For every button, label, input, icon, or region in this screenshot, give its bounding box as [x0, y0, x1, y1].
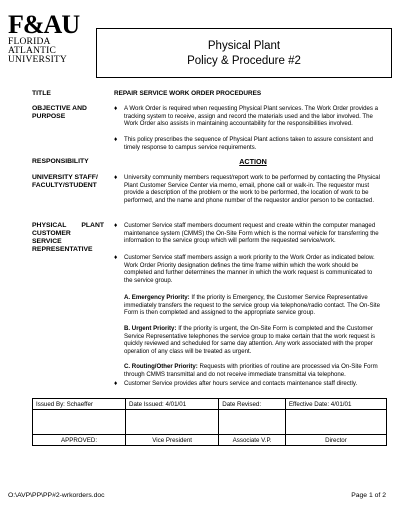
priority-emergency-text: If the priority is Emergency, the Customer Service Representative immediately transfers the request to the service group via telephone/radio contact. The On-Site Form is then completed and assigned to the appropriate service group. — [124, 294, 380, 317]
priority-routine-label: C. Routing/Other Priority: — [124, 363, 198, 370]
bullet-icon: ♦ — [114, 254, 118, 261]
label-rep-word1: PHYSICAL — [32, 222, 67, 229]
priority-routine-text: Requests with priorities of routine are processed via On-Site Form through CMMS transmittal and do not receive immediate transmittal via telephone. — [124, 363, 378, 378]
label-university-staff — [32, 174, 98, 190]
staff-paragraph: University community members request/report work to be performed by contacting the Physical Plant Customer Service Center via memo, email, phone call or walk-in. The requestor must provide a description of the problem or the work to be performed, the location of work to be performed, and the name and phone number of the requestor and/or person to be contacted. — [124, 174, 381, 204]
bullet-icon: ♦ — [114, 174, 118, 181]
signature-space-cell — [285, 410, 386, 435]
priority-emergency — [124, 294, 382, 317]
signature-table — [32, 398, 387, 446]
associate-vp-cell: Associate V.P. — [219, 435, 286, 446]
date-revised-cell: Date Revised: — [219, 399, 286, 410]
priority-routine — [124, 363, 382, 378]
title-value: REPAIR SERVICE WORK ORDER PROCEDURES — [114, 90, 262, 97]
header-title-line1: Physical Plant — [207, 40, 281, 52]
priority-urgent-label: B. Urgent Priority: — [124, 325, 177, 332]
action-heading: ACTION — [239, 157, 267, 166]
label-staff-line1: UNIVERSITY STAFF/ — [32, 174, 98, 181]
label-title: TITLE — [32, 90, 51, 97]
label-rep-line1 — [32, 222, 104, 230]
label-objective-line1: OBJECTIVE AND — [32, 105, 87, 112]
priority-urgent — [124, 325, 382, 355]
label-rep-line4: REPRESENTATIVE — [32, 246, 93, 253]
issued-by-cell: Issued By: Schaeffer — [33, 399, 126, 410]
logo-line-florida: FLORIDA — [8, 37, 51, 47]
label-rep-line3: SERVICE — [32, 238, 62, 245]
effective-date-cell: Effective Date: 4/01/01 — [285, 399, 386, 410]
label-rep-line2: CUSTOMER — [32, 230, 71, 237]
logo-line-atlantic: ATLANTIC — [8, 46, 57, 56]
footer-file-path: O:\AVP\PP\PP#2-wrkorders.doc — [8, 492, 105, 499]
bullet-icon: ♦ — [114, 222, 118, 229]
label-responsibility: RESPONSIBILITY — [32, 158, 89, 165]
label-staff-line2: FACULTY/STUDENT — [32, 182, 97, 189]
rep-paragraph-3: Customer Service provides after hours service and contacts maintenance staff directly. — [124, 380, 358, 387]
bullet-icon: ♦ — [114, 136, 118, 143]
rep-paragraph-2: Customer Service staff members assign a work priority to the Work Order as indicated below. Work Order Priority designation defines the time frame within which the work should be completed and further determines the manner in which the work request is communicated to the service group. — [124, 254, 375, 284]
logo-mark: F&AU — [8, 10, 80, 39]
vice-president-cell: Vice President — [126, 435, 219, 446]
university-logo — [8, 12, 88, 65]
header-title-line2: Policy & Procedure #2 — [187, 55, 301, 67]
label-objective — [32, 105, 87, 121]
priority-urgent-text: If the priority is urgent, the On-Site Form is completed and the Customer Service Representative telephones the service group to make certain that the work request is quickly reviewed and scheduled for same day attention. Any work associated with the proper operation of any class will be treated as urgent. — [124, 325, 375, 355]
objective-paragraph-2: This policy prescribes the sequence of Physical Plant actions taken to assure consistent and timely response to campus service requirements. — [124, 136, 373, 151]
label-customer-service-rep — [32, 222, 104, 254]
rep-paragraph-1: Customer Service staff members document request and create within the computer managed maintenance system (CMMS) the On-Site Form which is the normal vehicle for transferring the information to the service group which will perform the requested service/work. — [124, 222, 379, 245]
signature-space-cell — [219, 410, 286, 435]
label-objective-line2: PURPOSE — [32, 113, 66, 120]
label-rep-word2: PLANT — [81, 222, 104, 229]
director-cell: Director — [285, 435, 386, 446]
approved-cell: APPROVED: — [33, 435, 126, 446]
signature-space-cell — [33, 410, 126, 435]
objective-paragraph-1: A Work Order is required when requesting Physical Plant services. The Work Order provides a tracking system to receive, assign and record the materials used and the labor involved. The Work Order also assists in maintaining accountability for the responsibilities involved. — [124, 105, 379, 128]
header-box — [96, 28, 392, 78]
footer-page-number: Page 1 of 2 — [351, 492, 386, 499]
bullet-icon: ♦ — [114, 380, 118, 387]
logo-line-university: UNIVERSITY — [8, 55, 67, 65]
bullet-icon: ♦ — [114, 105, 118, 112]
priority-emergency-label: A. Emergency Priority: — [124, 294, 190, 301]
signature-space-cell — [126, 410, 219, 435]
date-issued-cell: Date Issued: 4/01/01 — [126, 399, 219, 410]
